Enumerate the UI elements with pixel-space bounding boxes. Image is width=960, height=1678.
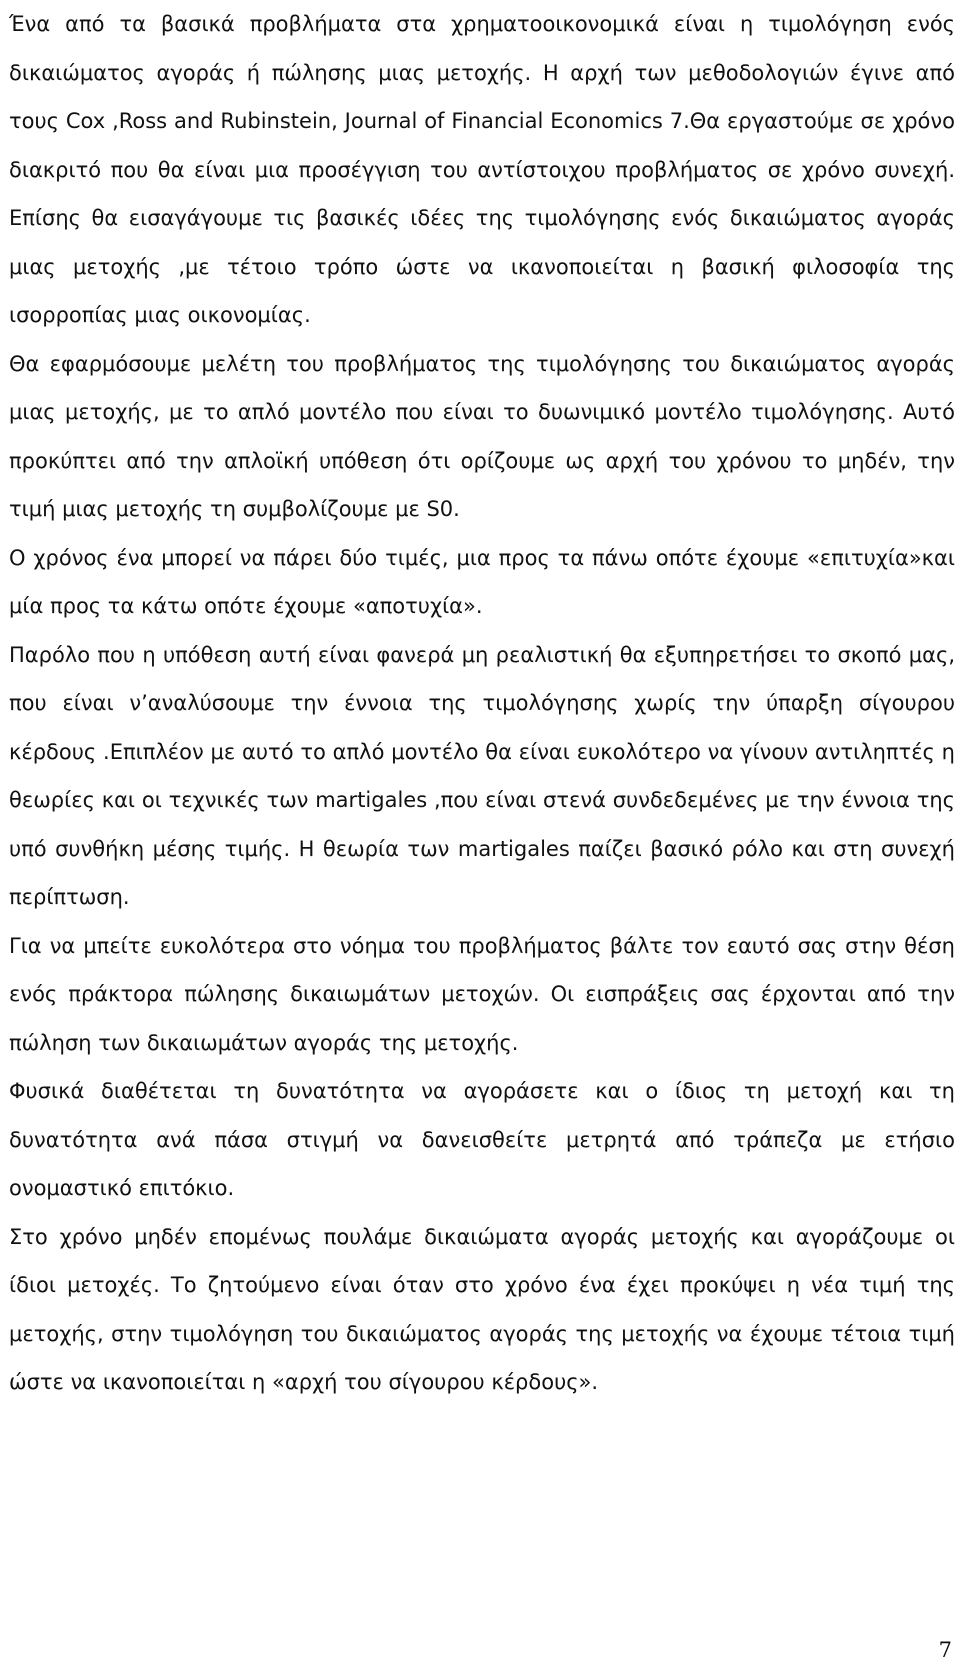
paragraph-borrowing: Φυσικά διαθέτεται τη δυνατότητα να αγοράσετε και ο ίδιος τη μετοχή και τη δυνατότητα ανά πάσα στιγμή να δανεισθείτε μετρητά από τράπεζα με ετήσιο ονομαστικό επιτόκιο. <box>9 1079 955 1200</box>
paragraph-pricing-intro: Ένα από τα βασικά προβλήματα στα χρηματοοικονομικά είναι η τιμολόγηση ενός δικαιώματος αγοράς ή πώλησης μιας μετοχής. Η αρχή των μεθοδολογιών έγινε από τους Cox ,Ross and Rubinstein, Journal of Financial Economics 7.Θα εργαστούμε σε χρόνο διακριτό που θα είναι μια προσέγγιση του αντίστοιχου προβλήματος σε χρόνο συνεχή. Επίσης θα εισαγάγουμε τις βασικές ιδέες της τιμολόγησης ενός δικαιώματος αγοράς μιας μετοχής ,με τέτοιο τρόπο ώστε να ικανοποιείται η βασική φιλοσοφία της ισορροπίας μιας οικονομίας. <box>9 12 955 327</box>
paragraph-certain-profit: Στο χρόνο μηδέν επομένως πουλάμε δικαιώματα αγοράς μετοχής και αγοράζουμε οι ίδιοι μετοχές. Το ζητούμενο είναι όταν στο χρόνο ένα έχει προκύψει η νέα τιμή της μετοχής, στην τιμολόγηση του δικαιώματος αγοράς της μετοχής να έχουμε τέτοια τιμή ώστε να ικανοποιείται η «αρχή του σίγουρου κέρδους». <box>9 1224 955 1394</box>
paragraph-martingales: Παρόλο που η υπόθεση αυτή είναι φανερά μη ρεαλιστική θα εξυπηρετήσει το σκοπό μας, που είναι ν’αναλύσουμε την έννοια της τιμολόγησης χωρίς την ύπαρξη σίγουρου κέρδους .Επιπλέον με αυτό το απλό μοντέλο θα είναι ευκολότερο να γίνουν αντιληπτές η θεωρίες και οι τεχνικές των martigales ,που είναι στενά συνδεδεμένες με την έννοια της υπό συνθήκη μέσης τιμής. Η θεωρία των martigales παίζει βασικό ρόλο και στη συνεχή περίπτωση. <box>9 642 955 909</box>
paragraph-broker-role: Για να μπείτε ευκολότερα στο νόημα του προβλήματος βάλτε τον εαυτό σας στην θέση ενός πράκτορα πώλησης δικαιωμάτων μετοχών. Οι εισπράξεις σας έρχονται από την πώληση των δικαιωμάτων αγοράς της μετοχής. <box>9 933 955 1055</box>
paragraph-binomial-model: Θα εφαρμόσουμε μελέτη του προβλήματος της τιμολόγησης του δικαιώματος αγοράς μιας μετοχής, με το απλό μοντέλο που είναι το δυωνιμικό μοντέλο τιμολόγησης. Αυτό προκύπτει από την απλοϊκή υπόθεση ότι ορίζουμε ως αρχή του χρόνου το μηδέν, την τιμή μιας μετοχής τη συμβολίζουμε με S0. <box>9 351 955 521</box>
page-number: 7 <box>938 1638 952 1662</box>
document-body <box>9 0 955 1407</box>
paragraph-success-failure: Ο χρόνος ένα μπορεί να πάρει δύο τιμές, μια προς τα πάνω οπότε έχουμε «επιτυχία»και μία προς τα κάτω οπότε έχουμε «αποτυχία». <box>9 545 955 618</box>
